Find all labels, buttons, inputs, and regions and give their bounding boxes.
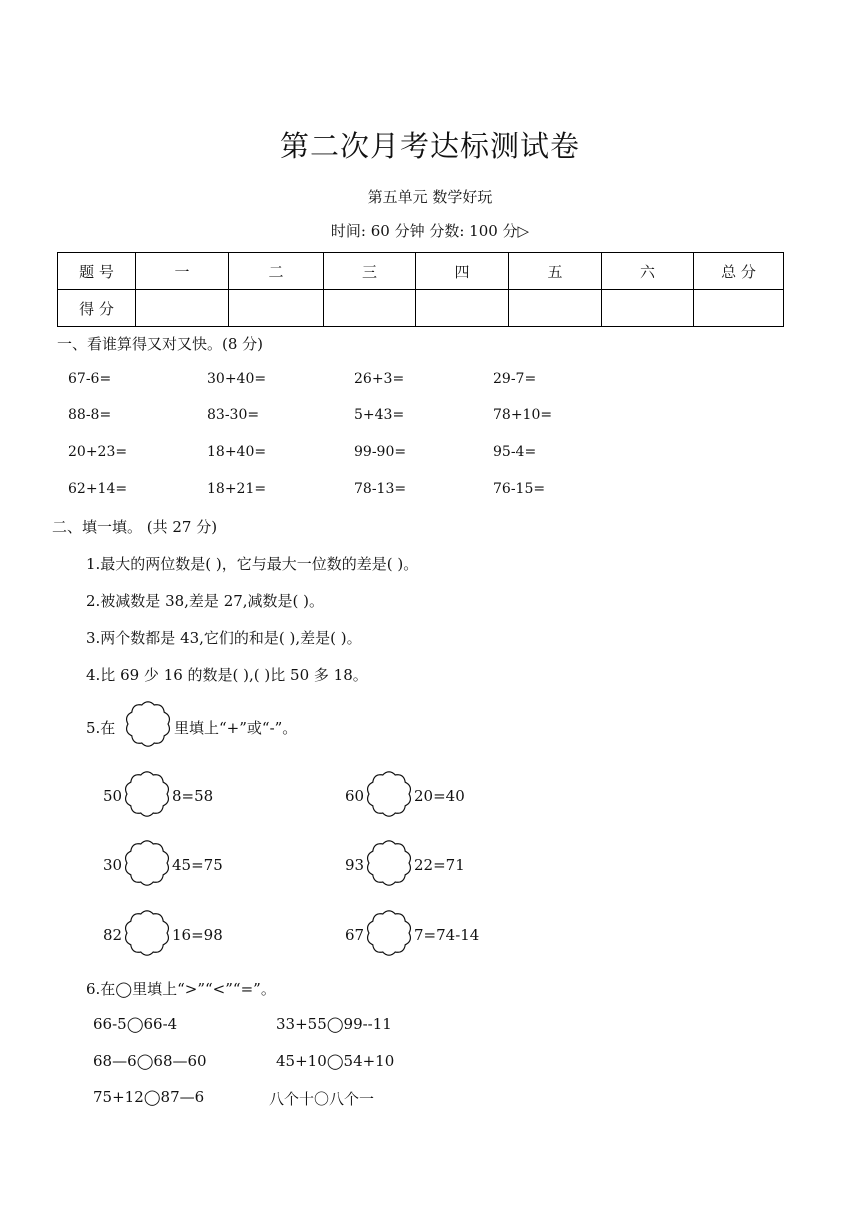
compare-item: 68—6◯68—60 (93, 1052, 207, 1070)
section2-heading: 二、填一填。 (共 27 分) (52, 518, 218, 536)
score-entry-cell[interactable] (324, 290, 416, 327)
score-header-cell: 总 分 (694, 253, 784, 290)
flower-blank-icon[interactable] (364, 769, 414, 819)
calc-item: 20+23= (68, 444, 128, 460)
calc-item: 26+3= (354, 371, 405, 387)
score-header-cell: 三 (324, 253, 416, 290)
page-subtitle: 第五单元 数学好玩 (367, 188, 493, 206)
q5-right-expression: 22=71 (414, 856, 465, 874)
calc-item: 62+14= (68, 481, 128, 497)
score-entry-cell[interactable] (229, 290, 324, 327)
question-5-prefix: 5.在 (86, 719, 116, 737)
score-entry-cell[interactable] (602, 290, 694, 327)
calc-item: 83-30= (207, 407, 260, 423)
flower-blank-icon[interactable] (364, 838, 414, 888)
question-3: 3.两个数都是 43,它们的和是( ),差是( )。 (86, 629, 362, 647)
compare-item: 33+55◯99--11 (276, 1015, 392, 1033)
score-entry-cell[interactable] (416, 290, 509, 327)
q5-left-number: 93 (345, 856, 365, 874)
flower-blank-icon[interactable] (122, 908, 172, 958)
calc-item: 67-6= (68, 371, 112, 387)
score-entry-cell[interactable] (136, 290, 229, 327)
calc-item: 95-4= (493, 444, 537, 460)
score-header-cell: 六 (602, 253, 694, 290)
calc-item: 78+10= (493, 407, 553, 423)
flower-blank-icon[interactable] (122, 838, 172, 888)
calc-item: 29-7= (493, 371, 537, 387)
question-4: 4.比 69 少 16 的数是( ),( )比 50 多 18。 (86, 666, 368, 684)
q5-right-expression: 16=98 (172, 926, 223, 944)
score-entry-cell[interactable] (509, 290, 602, 327)
score-header-cell: 四 (416, 253, 509, 290)
question-1: 1.最大的两位数是( )，它与最大一位数的差是( )。 (86, 555, 419, 573)
score-row-label: 得 分 (58, 290, 136, 327)
calc-item: 18+21= (207, 481, 267, 497)
score-header-cell: 题 号 (58, 253, 136, 290)
question-6: 6.在◯里填上“>”“<”“=”。 (86, 980, 276, 998)
q5-right-expression: 8=58 (172, 787, 214, 805)
calc-item: 18+40= (207, 444, 267, 460)
page-title: 第二次月考达标测试卷 (279, 129, 580, 163)
calc-item: 30+40= (207, 371, 267, 387)
compare-item: 八个十〇八个一 (269, 1090, 375, 1108)
compare-item: 66-5◯66-4 (93, 1015, 178, 1033)
calc-item: 88-8= (68, 407, 112, 423)
q5-right-expression: 45=75 (172, 856, 223, 874)
score-table (57, 252, 784, 327)
compare-item: 75+12◯87—6 (93, 1088, 205, 1106)
score-header-cell: 二 (229, 253, 324, 290)
calc-item: 76-15= (493, 481, 546, 497)
flower-blank-icon[interactable] (122, 769, 172, 819)
time-score-line: 时间: 60 分钟 分数: 100 分▷ (330, 222, 530, 240)
q5-left-number: 60 (345, 787, 365, 805)
question-5-suffix: 里填上“+”或“-”。 (174, 719, 298, 737)
q5-left-number: 50 (103, 787, 123, 805)
score-table-header-row (58, 253, 784, 290)
flower-blank-icon[interactable] (364, 908, 414, 958)
q5-right-expression: 20=40 (414, 787, 465, 805)
q5-right-expression: 7=74-14 (414, 926, 480, 944)
q5-left-number: 82 (103, 926, 123, 944)
question-2: 2.被减数是 38,差是 27,减数是( )。 (86, 592, 325, 610)
calc-item: 78-13= (354, 481, 407, 497)
section1-heading: 一、看谁算得又对又快。(8 分) (57, 335, 264, 353)
compare-item: 45+10◯54+10 (276, 1052, 395, 1070)
calc-item: 99-90= (354, 444, 407, 460)
flower-blank-icon (123, 699, 173, 749)
score-table-score-row (58, 290, 784, 327)
q5-left-number: 30 (103, 856, 123, 874)
score-header-cell: 五 (509, 253, 602, 290)
q5-left-number: 67 (345, 926, 365, 944)
score-entry-cell[interactable] (694, 290, 784, 327)
score-header-cell: 一 (136, 253, 229, 290)
calc-item: 5+43= (354, 407, 405, 423)
